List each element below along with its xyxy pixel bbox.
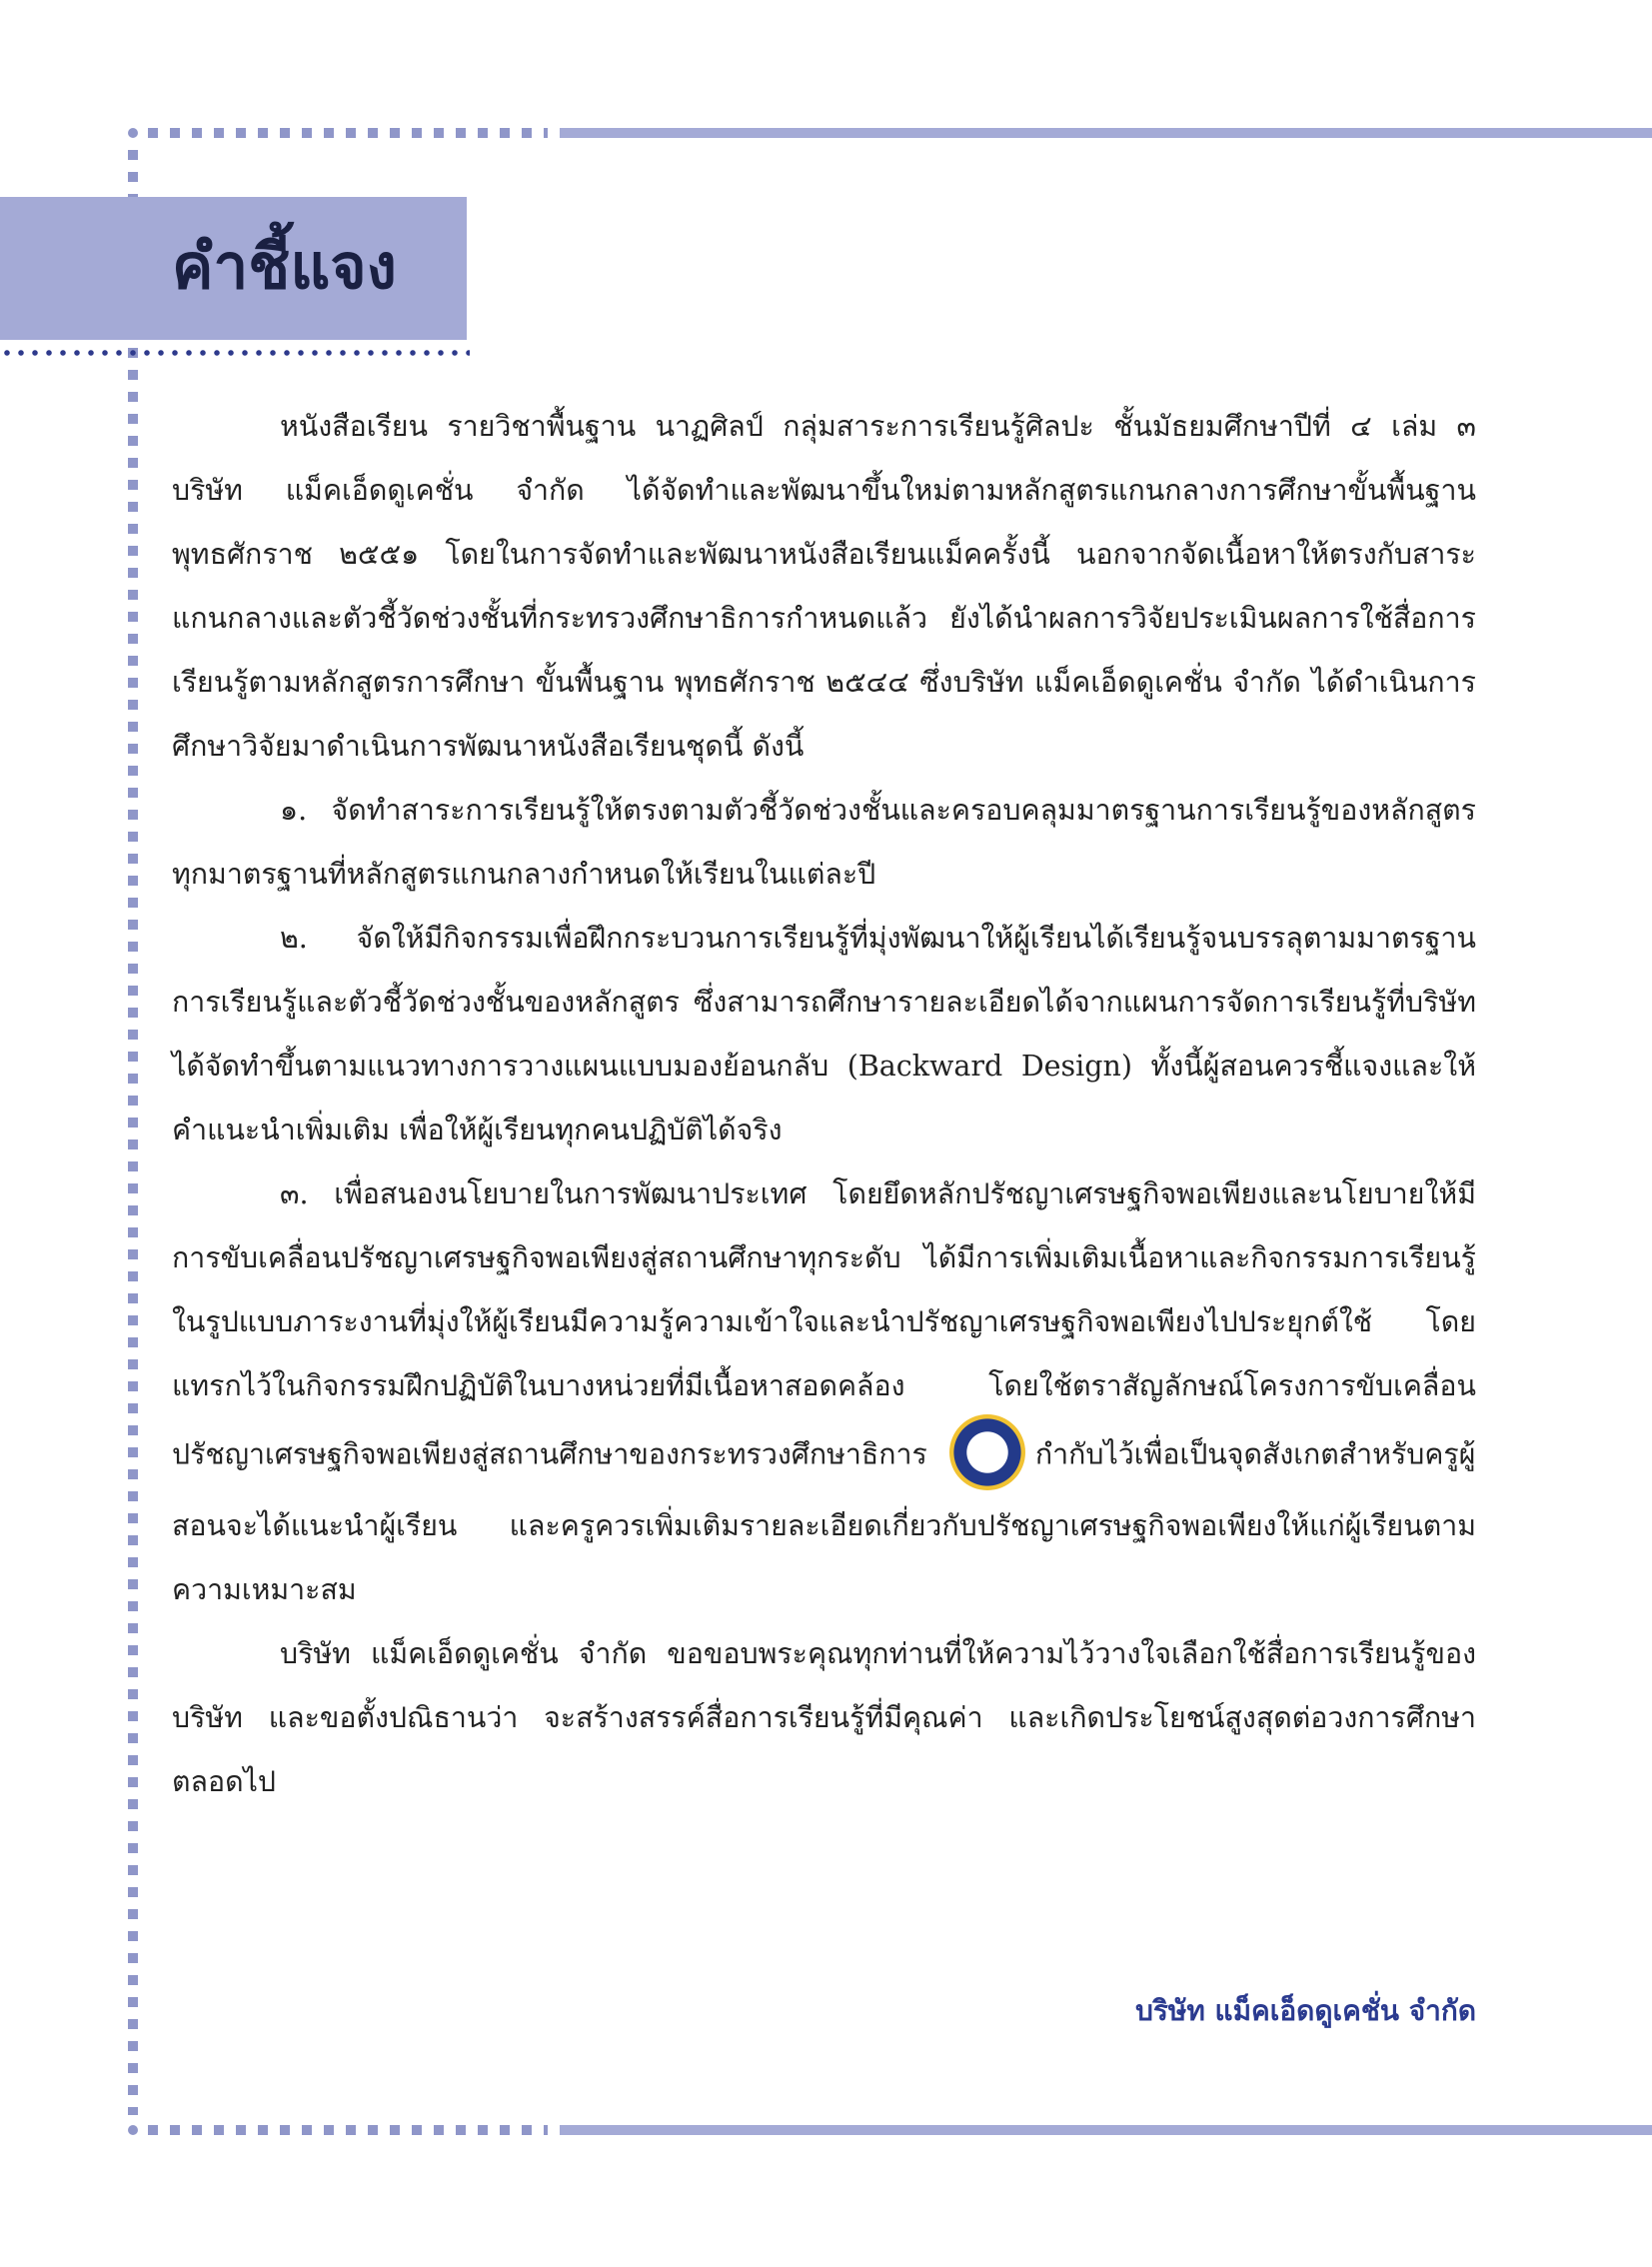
- frame-bottom-dashes: [148, 2125, 548, 2135]
- title-dotted-underline: [0, 350, 470, 356]
- paragraph-closing: บริษัท แม็คเอ็ดดูเคชั่น จำกัด ขอขอบพระคุณทุกท่านที่ให้ความไว้วางใจเลือกใช้สื่อการเรียนรู้ของบริษัท และขอตั้งปณิธานว่า จะสร้างสรรค์สื่อการเรียนรู้ที่มีคุณค่า และเกิดประโยชน์สูงสุดต่อวงการศึกษาตลอดไป: [172, 1637, 1476, 1798]
- frame-left-dashes: [128, 150, 138, 2115]
- paragraph-item-3-text: ๓. เพื่อสนองนโยบายในการพัฒนาประเทศ โดยยึดหลักปรัชญาเศรษฐกิจพอเพียงและนโยบายให้มีการขับเคลื่อนปรัชญาเศรษฐกิจพอเพียงสู่สถานศึกษาทุกระดับ ได้มีการเพิ่มเติมเนื้อหาและกิจกรรมการเรียนรู้ในรูปแบบภาระงานที่มุ่งให้ผู้เรียนมีความรู้ความเข้าใจและนำปรัชญาเศรษฐกิจพอเพียงไปประยุกต์ใช้ โดยแทรกไว้ในกิจกรรมฝึกปฏิบัติในบางหน่วยที่มีเนื้อหาสอดคล้อง โดยใช้ตราสัญลักษณ์โครงการขับเคลื่อนปรัชญาเศรษฐกิจพอเพียงสู่สถานศึกษาของกระทรวงศึกษาธิการ: [172, 1177, 1476, 1471]
- frame-bottom-bar: [560, 2125, 1652, 2135]
- paragraph-intro: หนังสือเรียน รายวิชาพื้นฐาน นาฏศิลป์ กลุ่มสาระการเรียนรู้ศิลปะ ชั้นมัธยมศึกษาปีที่ ๔ เล่ม ๓ บริษัท แม็คเอ็ดดูเคชั่น จำกัด ได้จัดทำและพัฒนาขึ้นใหม่ตามหลักสูตรแกนกลางการศึกษาขั้นพื้นฐาน พุทธศักราช ๒๕๕๑ โดยในการจัดทำและพัฒนาหนังสือเรียนแม็คครั้งนี้ นอกจากจัดเนื้อหาให้ตรงกับสาระแกนกลางและตัวชี้วัดช่วงชั้นที่กระทรวงศึกษาธิการกำหนดแล้ว ยังได้นำผลการวิจัยประเมินผลการใช้สื่อการเรียนรู้ตามหลักสูตรการศึกษา ขั้นพื้นฐาน พุทธศักราช ๒๕๔๔ ซึ่งบริษัท แม็คเอ็ดดูเคชั่น จำกัด ได้ดำเนินการศึกษาวิจัยมาดำเนินการพัฒนาหนังสือเรียนชุดนี้ ดังนี้: [172, 410, 1476, 763]
- sufficiency-economy-seal-icon: [949, 1414, 1025, 1490]
- signature: บริษัท แม็คเอ็ดดูเคชั่น จำกัด: [1135, 1994, 1476, 2027]
- frame-corner-top: [128, 128, 138, 138]
- paragraph-item-3-text-cont: กำกับไว้เพื่อเป็นจุดสังเกตสำหรับครูผู้สอนจะได้แนะนำผู้เรียน และครูควรเพิ่มเติมรายละเอียดเกี่ยวกับปรัชญาเศรษฐกิจพอเพียงให้แก่ผู้เรียนตามความเหมาะสม: [172, 1437, 1476, 1606]
- paragraph-item-1: ๑. จัดทำสาระการเรียนรู้ให้ตรงตามตัวชี้วัดช่วงชั้นและครอบคลุมมาตรฐานการเรียนรู้ของหลักสูตรทุกมาตรฐานที่หลักสูตรแกนกลางกำหนดให้เรียนในแต่ละปี: [172, 794, 1476, 891]
- page-title: คำชี้แจง: [172, 230, 397, 303]
- preface-body: [172, 395, 1476, 1814]
- paragraph-item-2: ๒. จัดให้มีกิจกรรมเพื่อฝึกกระบวนการเรียนรู้ที่มุ่งพัฒนาให้ผู้เรียนได้เรียนรู้จนบรรลุตามมาตรฐานการเรียนรู้และตัวชี้วัดช่วงชั้นของหลักสูตร ซึ่งสามารถศึกษารายละเอียดได้จากแผนการจัดการเรียนรู้ที่บริษัทได้จัดทำขึ้นตามแนวทางการวางแผนแบบมองย้อนกลับ (Backward Design) ทั้งนี้ผู้สอนควรชี้แจงและให้คำแนะนำเพิ่มเติม เพื่อให้ผู้เรียนทุกคนปฏิบัติได้จริง: [172, 922, 1476, 1146]
- frame-corner-bottom: [128, 2125, 138, 2135]
- frame-top-bar: [560, 128, 1652, 138]
- paragraph-item-3: [172, 1162, 1476, 1622]
- frame-top-dashes: [148, 128, 548, 138]
